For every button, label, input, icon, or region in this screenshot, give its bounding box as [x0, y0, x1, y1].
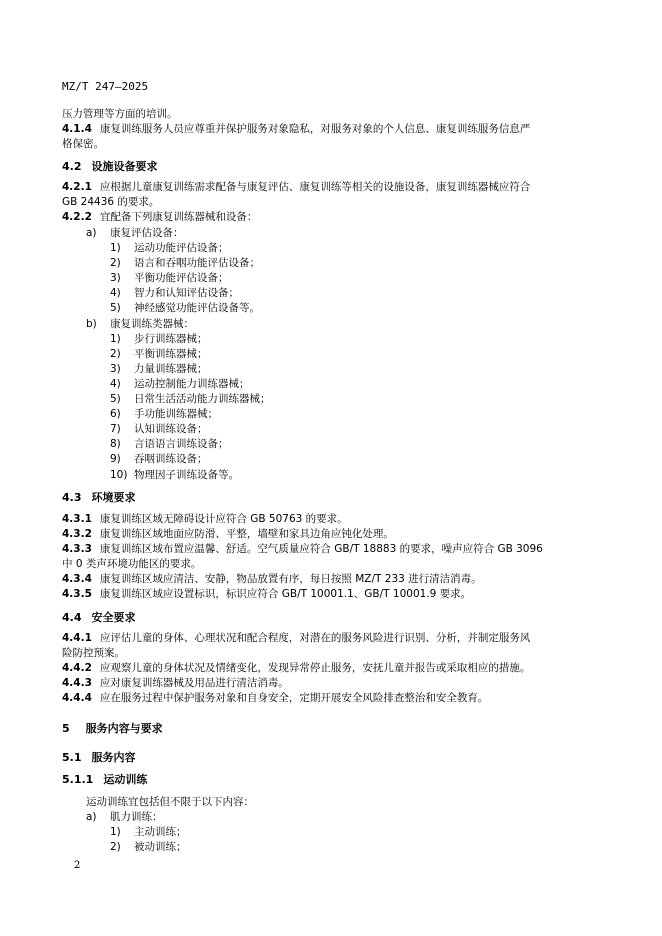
sub-list-marker: 2)	[110, 841, 121, 853]
clause-4-4-4	[62, 692, 488, 705]
heading-5-1-1	[62, 773, 147, 786]
sub-list-marker: 1)	[110, 826, 121, 838]
sub-list-text: 神经感觉功能评估设备等。	[134, 302, 260, 314]
clause-number: 4.3.2	[62, 528, 92, 540]
clause-4-2-1	[62, 181, 530, 194]
sub-list-text: 物理因子训练设备等。	[134, 469, 239, 481]
clause-4-4-1-continuation: 险防控预案。	[62, 647, 125, 659]
sub-list-item	[110, 242, 229, 255]
clause-text: 应根据儿童康复训练需求配备与康复评估、康复训练等相关的设施设备，康复训练器械应符合	[99, 181, 531, 193]
sub-list-item	[110, 438, 229, 451]
sub-list-text: 言语语言训练设备；	[134, 438, 229, 450]
sub-list-item	[110, 423, 208, 436]
heading-5-1	[62, 751, 136, 764]
clause-4-3-5	[62, 588, 471, 601]
sub-list-item	[110, 469, 239, 482]
sub-list-marker: 1)	[110, 333, 121, 345]
sub-list-marker: 6)	[110, 408, 121, 420]
list-text: 肌力训练：	[110, 811, 163, 823]
list-marker: a)	[86, 227, 97, 239]
sub-list-marker: 4)	[110, 378, 121, 390]
clause-text: 康复训练区域无障碍设计应符合 GB 50763 的要求。	[99, 513, 348, 525]
sub-list-marker: 3)	[110, 363, 121, 375]
clause-number: 4.3.3	[62, 543, 92, 555]
page-number: 2	[74, 860, 81, 871]
clause-number: 4.3.1	[62, 513, 92, 525]
sub-list-marker: 4)	[110, 287, 121, 299]
heading-number: 5.1	[62, 751, 82, 764]
list-item-a	[86, 811, 163, 824]
clause-4-3-3	[62, 543, 543, 556]
sub-list-item	[110, 453, 208, 466]
clause-4-3-3-continuation: 中 0 类声环境功能区的要求。	[62, 558, 202, 570]
sub-list-text: 运动功能评估设备；	[134, 242, 229, 254]
sub-list-item	[110, 393, 271, 406]
list-text: 康复评估设备：	[110, 227, 184, 239]
sub-list-text: 平衡训练器械；	[134, 348, 208, 360]
sub-list-text: 被动训练；	[134, 841, 187, 853]
sub-list-marker: 1)	[110, 242, 121, 254]
sub-list-marker: 5)	[110, 302, 121, 314]
clause-4-4-3	[62, 677, 289, 690]
sub-list-text: 力量训练器械；	[134, 363, 208, 375]
heading-title: 服务内容	[91, 751, 136, 764]
heading-title: 设施设备要求	[91, 160, 158, 173]
clause-number: 4.4.1	[62, 632, 92, 644]
sub-list-text: 运动控制能力训练器械；	[134, 378, 250, 390]
document-code-header: MZ/T 247—2025	[62, 80, 149, 93]
clause-4-1-4	[62, 123, 530, 136]
heading-number: 4.2	[62, 160, 82, 173]
paragraph-intro: 运动训练宜包括但不限于以下内容：	[86, 796, 254, 808]
clause-4-2-2	[62, 211, 257, 224]
sub-list-text: 认知训练设备；	[134, 423, 208, 435]
sub-list-text: 语言和吞咽功能评估设备；	[134, 257, 260, 269]
sub-list-item	[110, 287, 239, 300]
clause-number: 4.3.5	[62, 588, 92, 600]
heading-title: 安全要求	[91, 611, 136, 624]
list-item-a	[86, 227, 184, 240]
clause-4-2-1-continuation: GB 24436 的要求。	[62, 196, 160, 208]
sub-list-item	[110, 257, 260, 270]
sub-list-marker: 2)	[110, 348, 121, 360]
heading-4-3	[62, 491, 136, 504]
clause-4-4-2	[62, 662, 530, 675]
heading-4-2	[62, 160, 158, 173]
clause-text: 应观察儿童的身体状况及情绪变化，发现异常停止服务，安抚儿童并报告或采取相应的措施。	[99, 662, 531, 674]
sub-list-item	[110, 363, 208, 376]
sub-list-marker: 8)	[110, 438, 121, 450]
sub-list-text: 智力和认知评估设备；	[134, 287, 239, 299]
heading-number: 5	[62, 722, 70, 735]
sub-list-item	[110, 826, 187, 839]
clause-text: 康复训练区域地面应防滑、平整，墙壁和家具边角应钝化处理。	[99, 528, 394, 540]
clause-4-3-1	[62, 513, 348, 526]
sub-list-item	[110, 841, 187, 854]
sub-list-item	[110, 378, 250, 391]
heading-number: 4.3	[62, 491, 82, 504]
heading-title: 服务内容与要求	[85, 722, 163, 735]
sub-list-marker: 10)	[110, 469, 128, 481]
clause-number: 4.2.1	[62, 181, 92, 193]
list-text: 康复训练类器械：	[110, 318, 194, 330]
clause-4-3-4	[62, 573, 482, 586]
clause-text: 康复训练区域布置应温馨、舒适。空气质量应符合 GB/T 18883 的要求，噪声应符合 GB 3096	[99, 543, 543, 555]
sub-list-text: 平衡功能评估设备；	[134, 272, 229, 284]
heading-title: 环境要求	[91, 491, 136, 504]
clause-text: 应对康复训练器械及用品进行清洁消毒。	[99, 677, 289, 689]
sub-list-item	[110, 272, 229, 285]
sub-list-item	[110, 302, 260, 315]
heading-number: 5.1.1	[62, 773, 94, 786]
sub-list-text: 日常生活活动能力训练器械；	[134, 393, 271, 405]
clause-number: 4.4.4	[62, 692, 92, 704]
clause-number: 4.3.4	[62, 573, 92, 585]
clause-text: 康复训练区域应清洁、安静，物品放置有序，每日按照 MZ/T 233 进行清洁消毒。	[99, 573, 482, 585]
sub-list-marker: 7)	[110, 423, 121, 435]
sub-list-text: 主动训练；	[134, 826, 187, 838]
clause-text: 应在服务过程中保护服务对象和自身安全，定期开展安全风险排查整治和安全教育。	[99, 692, 489, 704]
sub-list-marker: 5)	[110, 393, 121, 405]
sub-list-item	[110, 348, 208, 361]
heading-number: 4.4	[62, 611, 82, 624]
clause-number: 4.1.4	[62, 123, 92, 135]
paragraph-continuation: 压力管理等方面的培训。	[62, 108, 178, 120]
sub-list-item	[110, 333, 208, 346]
sub-list-marker: 3)	[110, 272, 121, 284]
sub-list-text: 步行训练器械；	[134, 333, 208, 345]
clause-number: 4.4.3	[62, 677, 92, 689]
heading-title: 运动训练	[103, 773, 148, 786]
clause-number: 4.2.2	[62, 211, 92, 223]
clause-4-3-2	[62, 528, 394, 541]
heading-5	[62, 722, 163, 735]
clause-text: 康复训练服务人员应尊重并保护服务对象隐私，对服务对象的个人信息、康复训练服务信息严	[99, 123, 531, 135]
list-marker: a)	[86, 811, 97, 823]
list-item-b	[86, 318, 194, 331]
clause-4-4-1	[62, 632, 530, 645]
sub-list-item	[110, 408, 218, 421]
clause-number: 4.4.2	[62, 662, 92, 674]
list-marker: b)	[86, 318, 97, 330]
clause-text: 应评估儿童的身体、心理状况和配合程度，对潜在的服务风险进行识别、分析，并制定服务风	[99, 632, 531, 644]
heading-4-4	[62, 611, 136, 624]
clause-text: 宜配备下列康复训练器械和设备：	[99, 211, 258, 223]
clause-4-1-4-continuation: 格保密。	[62, 138, 104, 150]
clause-text: 康复训练区域应设置标识，标识应符合 GB/T 10001.1、GB/T 10001.9 要求。	[99, 588, 472, 600]
sub-list-text: 手功能训练器械；	[134, 408, 218, 420]
sub-list-marker: 2)	[110, 257, 121, 269]
sub-list-text: 吞咽训练设备；	[134, 453, 208, 465]
sub-list-marker: 9)	[110, 453, 121, 465]
